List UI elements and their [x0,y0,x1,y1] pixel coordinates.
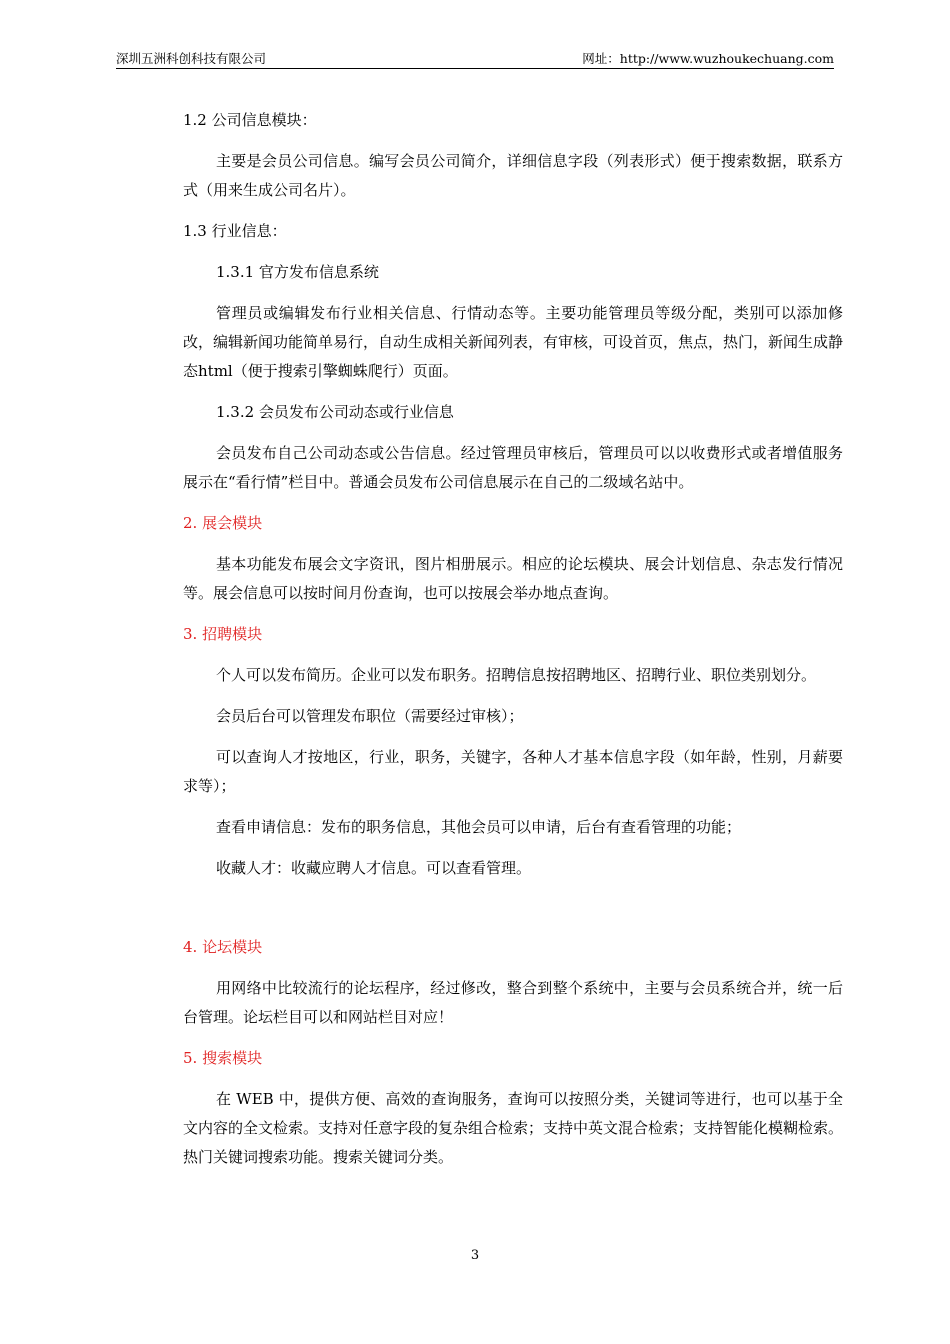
paragraph-exhibition: 基本功能发布展会文字资讯，图片相册展示。相应的论坛模块、展会计划信息、杂志发行情况等。展会信息可以按时间月份查询，也可以按展会举办地点查询。 [183,555,843,602]
section-forum-heading: 4. 论坛模块 [183,938,263,956]
heading-1-3-1: 1.3.1 官方发布信息系统 [216,263,379,281]
section-exhibition-heading: 2. 展会模块 [183,514,263,532]
heading-1-2: 1.2 公司信息模块： [183,111,317,129]
paragraph-member-info: 会员发布自己公司动态或公告信息。经过管理员审核后，管理员可以以收费形式或者增值服务展示在“看行情”栏目中。普通会员发布公司信息展示在自己的二级域名站中。 [183,444,843,491]
paragraph-official-info: 管理员或编辑发布行业相关信息、行情动态等。主要功能管理员等级分配，类别可以添加修改，编辑新闻功能简单易行，自动生成相关新闻列表，有审核，可设首页，焦点，热门，新闻生成静态html（便于搜索引擎蜘蛛爬行）页面。 [183,304,844,380]
paragraph-recruitment-3: 可以查询人才按地区，行业，职务，关键字，各种人才基本信息字段（如年龄，性别，月薪要求等）； [183,748,843,795]
paragraph-recruitment-5: 收藏人才：收藏应聘人才信息。可以查看管理。 [216,859,532,877]
paragraph-recruitment-2: 会员后台可以管理发布职位（需要经过审核）； [216,707,524,725]
company-name: 深圳五洲科创科技有限公司 [116,51,267,66]
section-search-heading: 5. 搜索模块 [183,1049,263,1067]
page-header [116,52,834,69]
spacer [183,895,843,933]
paragraph-recruitment-4: 查看申请信息：发布的职务信息，其他会员可以申请，后台有查看管理的功能； [216,818,742,836]
heading-1-3-2: 1.3.2 会员发布公司动态或行业信息 [216,403,454,421]
paragraph-company-info: 主要是会员公司信息。编写会员公司简介，详细信息字段（列表形式）便于搜索数据，联系方式（用来生成公司名片）。 [183,152,843,199]
document-body [183,106,843,1184]
paragraph-search: 在 WEB 中，提供方便、高效的查询服务，查询可以按照分类，关键词等进行，也可以基于全文内容的全文检索。支持对任意字段的复杂组合检索；支持中英文混合检索；支持智能化模糊检索。热门关键词搜索功能。搜索关键词分类。 [183,1090,844,1166]
paragraph-forum: 用网络中比较流行的论坛程序，经过修改，整合到整个系统中，主要与会员系统合并，统一后台管理。论坛栏目可以和网站栏目对应！ [183,979,843,1026]
paragraph-recruitment-1: 个人可以发布简历。企业可以发布职务。招聘信息按招聘地区、招聘行业、职位类别划分。 [216,666,817,684]
page-number: 3 [470,1248,480,1263]
website-url: 网址：http://www.wuzhoukechuang.com [582,51,834,66]
section-recruitment-heading: 3. 招聘模块 [183,625,263,643]
heading-1-3: 1.3 行业信息： [183,222,287,240]
